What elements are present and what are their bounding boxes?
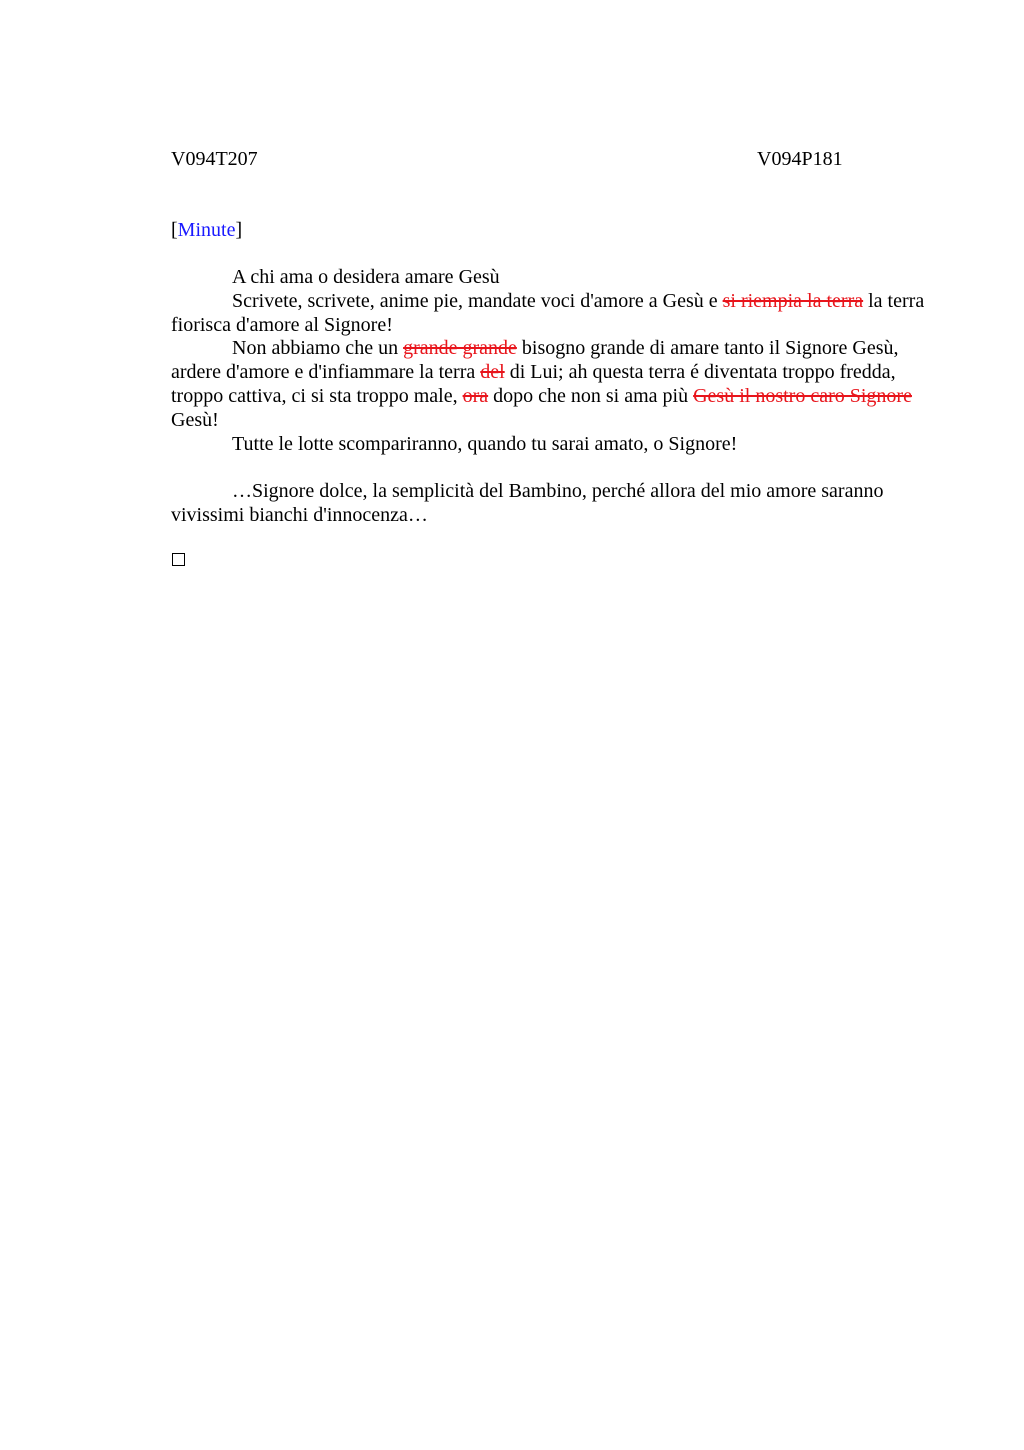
text-run: Scrivete, scrivete, anime pie, mandate voci d'amore a Gesù e (232, 289, 723, 312)
text-run: Gesù! (171, 408, 219, 431)
document-title: A chi ama o desidera amare Gesù (232, 266, 500, 288)
text-run: Non abbiamo che un (232, 337, 404, 360)
empty-square-icon (172, 553, 185, 566)
document-code-left: V094T207 (171, 148, 258, 170)
deleted-text: si riempia la terra (722, 289, 864, 312)
deleted-text: del (480, 361, 505, 384)
deleted-text: grande grande (403, 337, 517, 360)
minute-link[interactable]: Minute (177, 219, 236, 241)
text-run: la terra fiorisca d'amore al Signore! (171, 289, 925, 336)
text-run: bisogno grande di amare tanto il Signore Gesù, ardere d'amore e d'infiammare la terra (171, 337, 899, 384)
paragraph-1 (171, 290, 931, 338)
open-bracket: [ (171, 219, 178, 241)
deleted-text: Gesù il nostro caro Signore (693, 384, 912, 407)
paragraph-3: Tutte le lotte scompariranno, quando tu sarai amato, o Signore! (232, 432, 738, 455)
deleted-text: ora (462, 384, 489, 407)
document-body (171, 266, 931, 528)
section-label (171, 218, 242, 242)
text-run: dopo che non si ama più (488, 384, 694, 407)
paragraph-2 (171, 337, 931, 432)
close-bracket: ] (235, 219, 243, 241)
paragraph-4: …Signore dolce, la semplicità del Bambino, perché allora del mio amore saranno vivissimi bianchi d'innocenza… (171, 480, 884, 527)
document-code-right: V094P181 (757, 148, 843, 170)
text-run: di Lui; ah questa terra é diventata troppo fredda, troppo cattiva, ci si sta troppo male, (171, 361, 896, 407)
